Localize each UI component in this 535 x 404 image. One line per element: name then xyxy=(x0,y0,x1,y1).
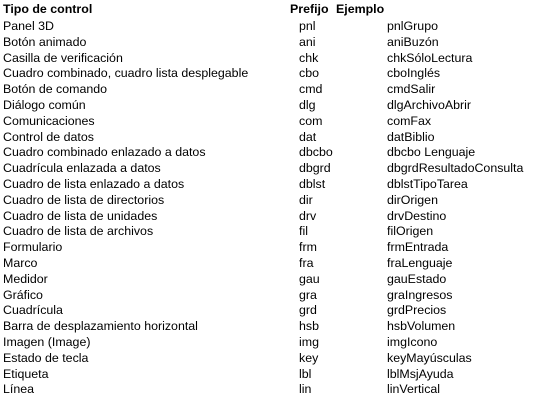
cell-ejemplo: dblstTipoTarea xyxy=(387,176,468,191)
cell-tipo: Botón animado xyxy=(3,34,87,49)
cell-prefijo: dblst xyxy=(299,176,326,191)
cell-tipo: Casilla de verificación xyxy=(3,50,123,65)
cell-prefijo: grd xyxy=(299,303,317,318)
table-row xyxy=(0,51,535,67)
cell-prefijo: pnl xyxy=(299,19,316,33)
cell-prefijo: dat xyxy=(299,129,317,144)
cell-ejemplo: linVertical xyxy=(387,382,441,397)
cell-tipo: Estado de tecla xyxy=(3,350,89,365)
cell-tipo: Cuadrícula enlazada a datos xyxy=(3,161,161,176)
table-row xyxy=(0,161,535,177)
cell-tipo: Barra de desplazamiento horizontal xyxy=(3,319,198,334)
cell-tipo: Cuadro combinado enlazado a datos xyxy=(3,145,206,160)
table-row xyxy=(0,288,535,304)
cell-ejemplo: graIngresos xyxy=(387,287,453,302)
table-row xyxy=(0,367,535,383)
cell-prefijo: hsb xyxy=(299,319,319,334)
table-row xyxy=(0,145,535,161)
cell-tipo: Cuadro de lista de directorios xyxy=(3,192,165,207)
cell-ejemplo: lblMsjAyuda xyxy=(387,366,454,381)
table-row xyxy=(0,382,535,398)
cell-prefijo: cbo xyxy=(299,66,319,81)
cell-tipo: Diálogo común xyxy=(3,97,86,112)
cell-tipo: Botón de comando xyxy=(3,82,108,97)
table-row xyxy=(0,114,535,130)
cell-tipo: Cuadro combinado, cuadro lista desplegable xyxy=(3,66,249,81)
cell-ejemplo: frmEntrada xyxy=(387,240,449,255)
cell-prefijo: img xyxy=(299,334,319,349)
cell-prefijo: cmd xyxy=(299,82,323,97)
cell-prefijo: dir xyxy=(299,192,313,207)
cell-ejemplo: datBiblio xyxy=(387,129,435,144)
cell-tipo: Comunicaciones xyxy=(3,113,95,128)
cell-prefijo: dbcbo xyxy=(299,145,333,160)
cell-ejemplo: pnlGrupo xyxy=(387,19,438,33)
table-row xyxy=(0,240,535,256)
cell-tipo: Línea xyxy=(3,382,35,397)
cell-ejemplo: imgIcono xyxy=(387,334,438,349)
cell-tipo: Imagen (Image) xyxy=(3,334,91,349)
cell-prefijo: fra xyxy=(299,255,314,270)
table-row xyxy=(0,130,535,146)
cell-tipo: Cuadro de lista de archivos xyxy=(3,224,154,239)
cell-prefijo: gra xyxy=(299,287,317,302)
cell-prefijo: chk xyxy=(299,50,319,65)
header-tipo-de-control: Tipo de control xyxy=(3,2,93,16)
cell-tipo: Gráfico xyxy=(3,287,43,302)
cell-ejemplo: dbcbo Lenguaje xyxy=(387,145,476,160)
cell-tipo: Etiqueta xyxy=(3,366,49,381)
cell-ejemplo: dlgArchivoAbrir xyxy=(387,97,472,112)
cell-tipo: Medidor xyxy=(3,271,48,286)
table-row xyxy=(0,19,535,35)
cell-ejemplo: aniBuzón xyxy=(387,34,439,49)
table-row xyxy=(0,256,535,272)
table-row xyxy=(0,319,535,335)
table-row xyxy=(0,193,535,209)
table-row xyxy=(0,98,535,114)
table-row xyxy=(0,224,535,240)
cell-tipo: Formulario xyxy=(3,240,63,255)
table-row xyxy=(0,35,535,51)
cell-ejemplo: gauEstado xyxy=(387,271,447,286)
cell-tipo: Marco xyxy=(3,255,38,270)
cell-prefijo: dbgrd xyxy=(299,161,331,176)
cell-prefijo: key xyxy=(299,350,319,365)
cell-prefijo: lbl xyxy=(299,366,312,381)
table-body xyxy=(0,19,535,398)
cell-prefijo: drv xyxy=(299,208,317,223)
cell-prefijo: lin xyxy=(299,382,312,397)
header-ejemplo: Ejemplo xyxy=(336,2,385,16)
cell-prefijo: ani xyxy=(299,34,316,49)
cell-ejemplo: grdPrecios xyxy=(387,303,447,318)
cell-ejemplo: dirOrigen xyxy=(387,192,438,207)
cell-tipo: Cuadro de lista enlazado a datos xyxy=(3,176,185,191)
cell-tipo: Cuadro de lista de unidades xyxy=(3,208,158,223)
table-row xyxy=(0,351,535,367)
cell-ejemplo: filOrigen xyxy=(387,224,434,239)
cell-ejemplo: dbgrdResultadoConsulta xyxy=(387,161,524,176)
cell-tipo: Panel 3D xyxy=(3,19,54,33)
cell-ejemplo: drvDestino xyxy=(387,208,447,223)
cell-ejemplo: hsbVolumen xyxy=(387,319,456,334)
cell-ejemplo: cmdSalir xyxy=(387,82,436,97)
cell-tipo: Control de datos xyxy=(3,129,94,144)
table-row xyxy=(0,82,535,98)
table-row xyxy=(0,303,535,319)
cell-prefijo: com xyxy=(299,113,323,128)
table-row xyxy=(0,272,535,288)
table-row xyxy=(0,335,535,351)
cell-prefijo: gau xyxy=(299,271,320,286)
table-row xyxy=(0,177,535,193)
cell-ejemplo: cboInglés xyxy=(387,66,441,81)
table-header-row xyxy=(0,0,535,19)
table-row xyxy=(0,209,535,225)
cell-prefijo: fil xyxy=(299,224,308,239)
cell-ejemplo: fraLenguaje xyxy=(387,255,453,270)
cell-prefijo: frm xyxy=(299,240,317,255)
cell-prefijo: dlg xyxy=(299,97,316,112)
cell-tipo: Cuadrícula xyxy=(3,303,63,318)
header-prefijo: Prefijo xyxy=(290,2,329,16)
cell-ejemplo: comFax xyxy=(387,113,432,128)
table-row xyxy=(0,66,535,82)
cell-ejemplo: keyMayúsculas xyxy=(387,350,472,365)
cell-ejemplo: chkSóloLectura xyxy=(387,50,473,65)
